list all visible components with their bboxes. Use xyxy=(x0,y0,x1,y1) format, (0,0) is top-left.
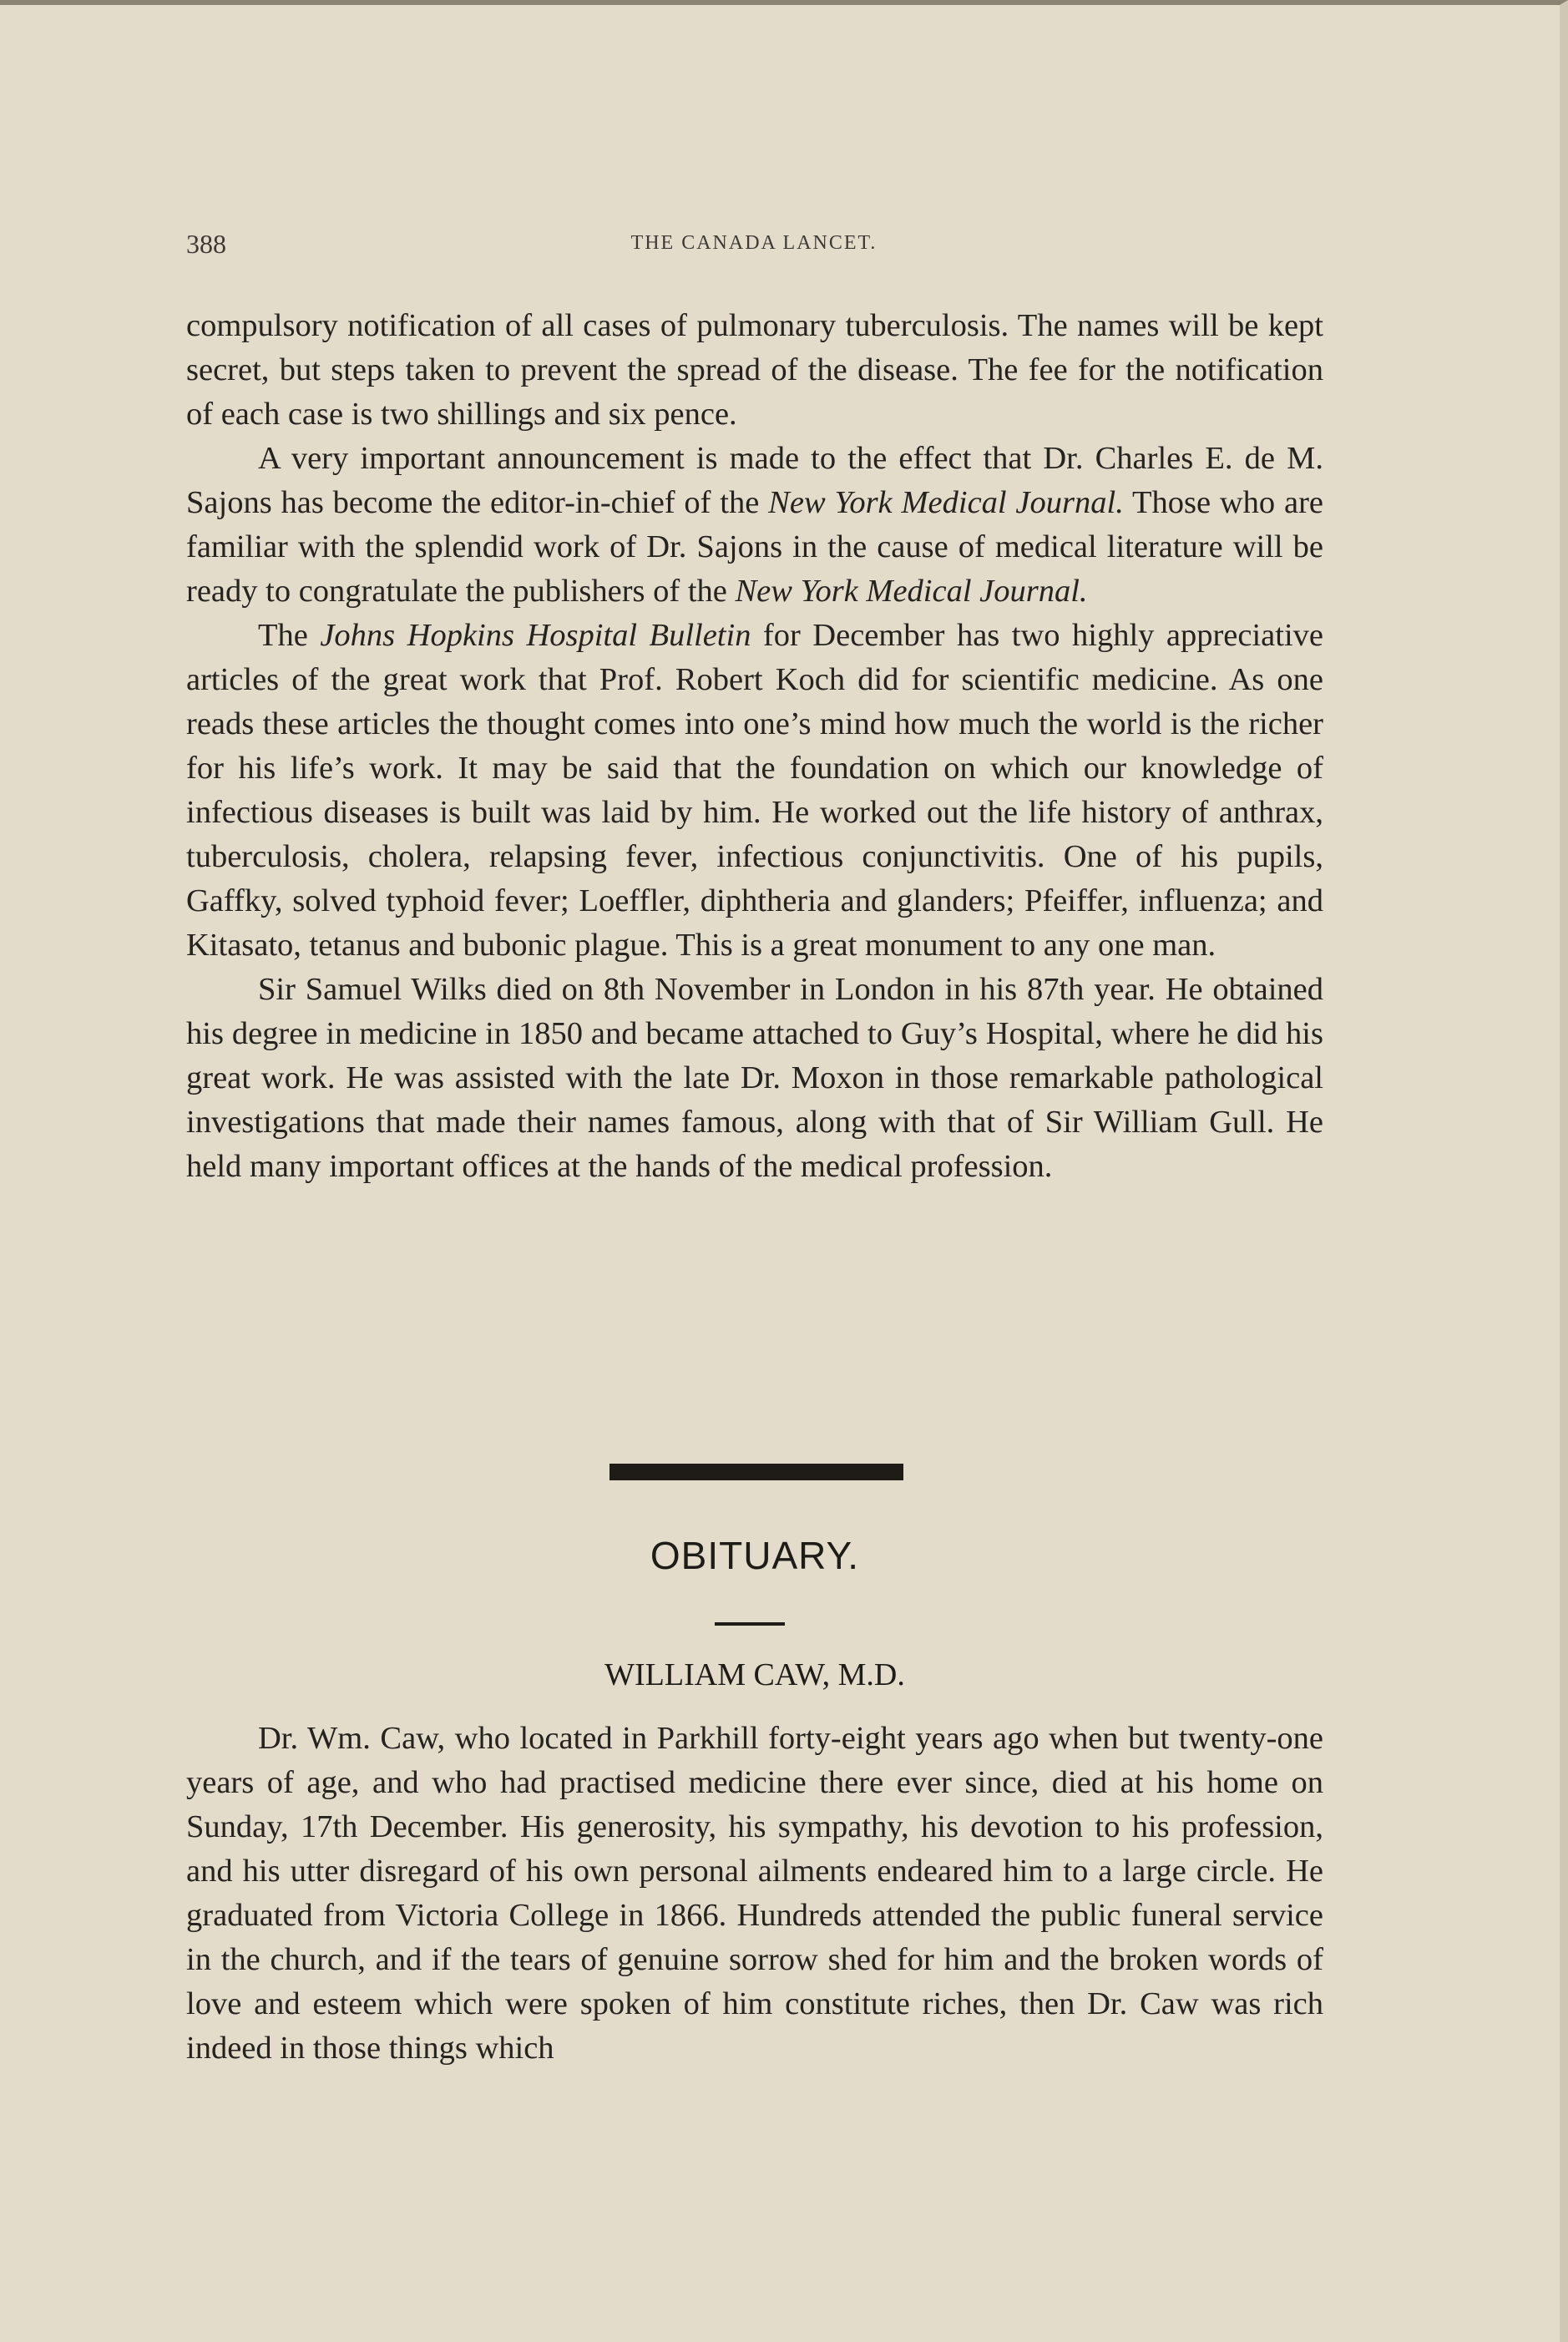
paragraph-text: Those who are familiar with the splendid work of Dr. Sajons in the cause of medical literature will be ready to congratulate the publishers of the xyxy=(186,485,1323,609)
section-divider xyxy=(609,1464,903,1480)
journal-title: Johns Hopkins Hospital Bulletin xyxy=(320,618,751,653)
paragraph-samuel-wilks: Sir Samuel Wilks died on 8th November in London in his 87th year. He obtained his degree in medicine in 1850 and became attached to Guy’s Hospital, where he did his great work. He was assisted with the late Dr. Moxon in those remarkable pathological investigations that made their names famous, along with that of Sir William Gull. He held many important offices at the hands of the medical profession. xyxy=(186,972,1323,1184)
paragraph-tuberculosis-notification: compulsory notification of all cases of pulmonary tuberculosis. The names will be kept secret, but steps taken to prevent the spread of the disease. The fee for the notification of each case is two shillings and six pence. xyxy=(186,308,1323,432)
paragraph-koch-articles xyxy=(186,614,1323,968)
obituary-name: WILLIAM CAW, M.D. xyxy=(604,1657,905,1692)
obituary-heading: OBITUARY. xyxy=(650,1534,860,1577)
journal-title: New York Medical Journal. xyxy=(735,574,1088,609)
journal-title: New York Medical Journal. xyxy=(768,485,1124,520)
running-title: THE CANADA LANCET. xyxy=(630,232,878,254)
obituary-text xyxy=(186,1717,1323,2071)
paragraph-text: The xyxy=(258,618,321,653)
paragraph-editor-announcement xyxy=(186,437,1323,614)
paragraph-text: for December has two highly appreciative articles of the great work that Prof. Robert Koch did for scientific medicine. As one reads these articles the thought comes into one’s mind how much the world is the richer for his life’s work. It may be said that the foundation on which our knowledge of infectious diseases is built was laid by him. He worked out the life history of anthrax, tuberculosis, cholera, relapsing fever, infectious conjunctivitis. One of his pupils, Gaffky, solved typhoid fever; Loeffler, diphtheria and glanders; Pfeiffer, influenza; and Kitasato, tetanus and bubonic plague. This is a great monument to any one man. xyxy=(186,618,1323,963)
page-number: 388 xyxy=(186,229,226,259)
page-header xyxy=(186,229,1322,262)
article-text xyxy=(186,304,1323,1189)
heading-rule xyxy=(715,1622,785,1626)
paragraph-text: A very important announcement is made to the effect that Dr. Charles E. de M. Sajons has become the editor-in-chief of the xyxy=(186,441,1323,520)
paragraph-william-caw: Dr. Wm. Caw, who located in Parkhill forty-eight years ago when but twenty-one years of age, and who had practised medicine there ever since, died at his home on Sunday, 17th December. His generosity, his sympathy, his devotion to his profession, and his utter disregard of his own personal ailments endeared him to a large circle. He graduated from Victoria College in 1866. Hundreds attended the public funeral service in the church, and if the tears of genuine sorrow shed for him and the broken words of love and esteem which were spoken of him constitute riches, then Dr. Caw was rich indeed in those things which xyxy=(186,1721,1323,2066)
